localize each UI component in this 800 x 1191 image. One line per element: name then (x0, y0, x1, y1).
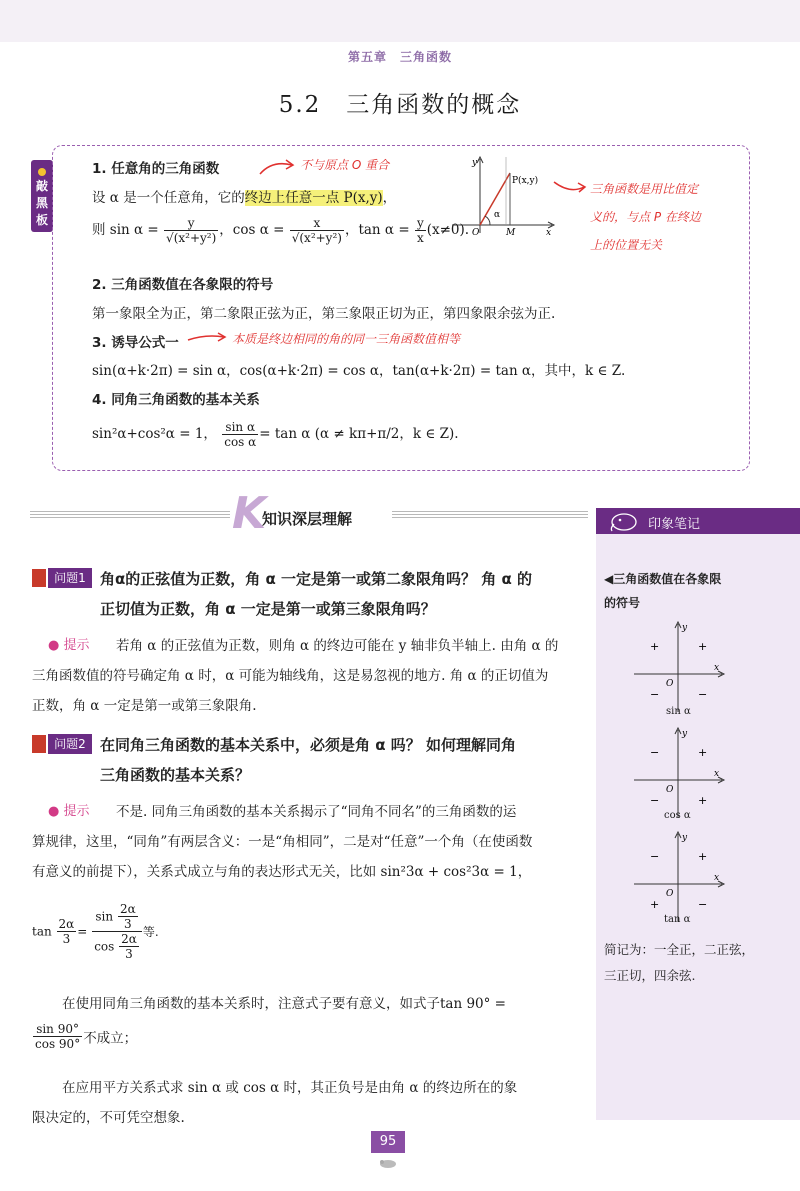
sin-word: sin (95, 909, 114, 924)
sin-arg-num: 2α (119, 902, 136, 916)
def-prefix: 设 α 是一个任意角，它的 (92, 190, 245, 206)
tan-caption: tan α (664, 914, 691, 925)
sin-over-cos (92, 902, 142, 961)
sin-caption: sin α (666, 706, 691, 717)
unit-angle-figure (448, 153, 560, 239)
cos-den: √(x²+y²) (291, 231, 342, 245)
sign-note-line1: 在应用平方关系式求 sin α 或 cos α 时，其正负号是由角 α 的终边所在的象 (62, 1080, 518, 1096)
sign-q1: + (698, 640, 708, 653)
sin90-over-cos90 (33, 1022, 82, 1051)
elephant-icon (606, 510, 642, 532)
axis-x: x (714, 769, 720, 779)
answer2-line1: 不是. 同角三角函数的基本关系揭示了“同角不同名”的三角函数的运 (116, 804, 517, 820)
tan-eq: = (77, 924, 88, 939)
cos-word: cos (94, 939, 115, 954)
answer1-line1: 若角 α 的正弦值为正数，则角 α 的终边可能在 y 轴非负半轴上. 由角 α 的 (116, 638, 559, 654)
sign-q4: − (698, 898, 708, 911)
fig-o-label: O (472, 228, 480, 238)
axis-origin: O (666, 679, 674, 689)
sidebar-heading-1 (604, 570, 721, 587)
fig-m-label: M (506, 228, 516, 238)
badge-dot-icon (38, 168, 46, 176)
cos-arg-den: 3 (125, 947, 133, 961)
axis-y: y (682, 729, 688, 739)
sidebar-heading-1-text: ◀三角函数值在各象限 (604, 572, 722, 586)
example-end: 等. (142, 925, 159, 939)
sin-den: √(x²+y²) (166, 231, 217, 245)
sign-rule: 第一象限全为正，第二象限正弦为正，第三象限正切为正，第四象限余弦为正. (92, 306, 556, 322)
tip2-label (48, 800, 90, 819)
divider-right (392, 511, 588, 518)
sign-q4: − (698, 688, 708, 701)
note1-arrow-icon (258, 156, 298, 178)
question1-line2: 正切值为正数，角 α 一定是第一或第三象限角吗？ (100, 600, 436, 618)
def-line (92, 186, 396, 206)
key-points-badge (31, 160, 53, 232)
fig-p-label: P(x,y) (512, 176, 539, 186)
note2-line1: 三角函数是用比值定 (590, 182, 699, 196)
def-formula (92, 216, 469, 245)
tip2-text: 提示 (63, 804, 90, 819)
page-number: 95 (371, 1131, 405, 1153)
quotient-condition: (α ≠ kπ+π/2，k ∈ Z). (314, 426, 459, 442)
tip1-label (48, 634, 90, 653)
chapter-header: 第五章 三角函数 (347, 50, 452, 64)
answer1-line2: 三角函数值的符号确定角 α 时，α 可能为轴线角，这是易忽视的地方. 角 α 的正切值为 (32, 668, 549, 684)
question2-label: 问题2 (48, 734, 92, 754)
book-icon (32, 735, 46, 753)
book-icon (32, 569, 46, 587)
sin-fraction (164, 216, 218, 245)
footer-ornament-icon (376, 1156, 400, 1170)
question1-line1: 角α的正弦值为正数，角 α 一定是第一或第二象限角吗？ 角 α 的 (100, 570, 533, 588)
tan-example (32, 902, 159, 961)
divider-left (30, 511, 230, 518)
axis-origin: O (666, 889, 674, 899)
sign-note-line2: 限决定的，不可凭空想象. (32, 1110, 185, 1126)
quotient-num: sin α (222, 420, 258, 435)
tan-word: tan (32, 924, 52, 939)
cos-sign-graph (630, 724, 730, 824)
heading-3: 3. 诱导公式一 (92, 335, 179, 351)
sin-part (92, 902, 142, 932)
tan-sign-graph (630, 828, 730, 928)
badge-label: 敲黑板 (36, 179, 49, 227)
deep-understanding-title: 知识深层理解 (262, 510, 353, 528)
heading-2: 2. 三角函数值在各象限的符号 (92, 277, 274, 293)
tip1-text: 提示 (63, 638, 90, 653)
axis-y: y (682, 623, 688, 633)
question2-line1: 在同角三角函数的基本关系中，必须是角 α 吗？ 如何理解同角 (100, 736, 516, 754)
sidebar-title: 印象笔记 (648, 517, 701, 532)
cos90: cos 90° (35, 1037, 81, 1051)
note-not-origin: 不与原点 O 重合 (300, 158, 390, 172)
top-band (0, 0, 800, 42)
axis-x: x (714, 873, 720, 883)
section-title: 5.2 三角函数的概念 (278, 92, 522, 118)
note2-line2: 义的，与点 P 在终边 (590, 210, 701, 224)
sin90: sin 90° (33, 1022, 82, 1037)
sign-q2: − (650, 850, 660, 863)
sin-sign-graph (630, 618, 730, 718)
quotient-result: = tan α (259, 426, 311, 442)
answer1-line3: 正数，角 α 一定是第一或第三象限角. (32, 698, 257, 714)
undefined-example (32, 1022, 137, 1051)
sign-q4: + (698, 794, 708, 807)
axis-y: y (682, 833, 688, 843)
def-highlight: 终边上任意一点 P(x,y) (244, 190, 383, 206)
question1-badge (32, 568, 94, 588)
question2-line2: 三角函数的基本关系？ (100, 766, 251, 784)
quotient-fraction (222, 420, 258, 449)
heading-4: 4. 同角三角函数的基本关系 (92, 392, 260, 408)
sign-q1: + (698, 746, 708, 759)
note-essence: 本质是终边相同的角的同一三角函数值相等 (232, 332, 461, 346)
heading-1: 1. 任意角的三角函数 (92, 161, 220, 177)
quotient-den: cos α (224, 435, 257, 449)
tan-arg-fraction (57, 917, 77, 946)
note2-line3: 上的位置无关 (590, 238, 663, 252)
cos-arg (119, 932, 139, 961)
axis-x: x (714, 663, 720, 673)
then-sin: 则 sin α = (92, 222, 159, 238)
cos-label: ，cos α = (219, 222, 285, 238)
sign-q2: + (650, 640, 660, 653)
tan-condition: (x≠0). (426, 222, 470, 238)
tip-bullet-icon: ● (48, 804, 60, 819)
tan-den: x (416, 231, 424, 245)
summary-line2: 三正切，四余弦. (604, 968, 696, 983)
tan-arg-num: 2α (58, 917, 75, 931)
square-relation: sin²α+cos²α = 1， (92, 426, 217, 442)
basic-relation (92, 420, 459, 449)
sidebar-header (596, 508, 800, 534)
caution-line: 在使用同角三角函数的基本关系时，注意式子要有意义，如式子tan 90° = (62, 996, 506, 1012)
not-valid: 不成立； (83, 1030, 138, 1047)
question1-label: 问题1 (48, 568, 92, 588)
note2-arrow-icon (552, 176, 588, 198)
axis-origin: O (666, 785, 674, 795)
sin-arg-den: 3 (123, 917, 132, 931)
summary-line1: 简记为：一全正，二正弦， (604, 942, 755, 957)
sign-q1: + (698, 850, 708, 863)
induction-formula: sin(α+k·2π) = sin α，cos(α+k·2π) = cos α，tan(α+k·2π) = tan α，其中，k ∈ Z. (92, 363, 626, 379)
k-logo: K (232, 488, 267, 539)
tan-fraction (415, 216, 426, 245)
cos-fraction (290, 216, 344, 245)
tan-num: y (416, 216, 424, 230)
sin-arg (118, 902, 138, 931)
tip-bullet-icon: ● (48, 638, 60, 653)
sidebar-heading-2: 的符号 (604, 596, 641, 610)
sign-q3: − (650, 688, 660, 701)
sin-num: y (164, 216, 218, 231)
note3-arrow-icon (186, 331, 230, 345)
def-suffix: ， (382, 190, 397, 206)
tan-label: ，tan α = (344, 222, 410, 238)
answer2-line2: 算规律，这里，“同角”有两层含义：一是“角相同”，二是对“任意”一个角（在使函数 (32, 834, 533, 850)
sign-q2: − (650, 746, 660, 759)
fig-alpha-label: α (494, 210, 501, 220)
sign-q3: + (650, 898, 660, 911)
question2-badge (32, 734, 94, 754)
tan-arg-den: 3 (62, 932, 71, 946)
fig-y-label: y (472, 158, 478, 168)
cos-part (92, 932, 142, 961)
cos-caption: cos α (664, 810, 691, 821)
sign-q3: − (650, 794, 660, 807)
cos-num: x (290, 216, 344, 231)
cos-arg-num: 2α (121, 932, 137, 946)
answer2-line3: 有意义的前提下），关系式成立与角的表达形式无关，比如 sin²3α + cos²3α = 1， (32, 864, 532, 880)
fig-x-label: x (546, 228, 552, 238)
